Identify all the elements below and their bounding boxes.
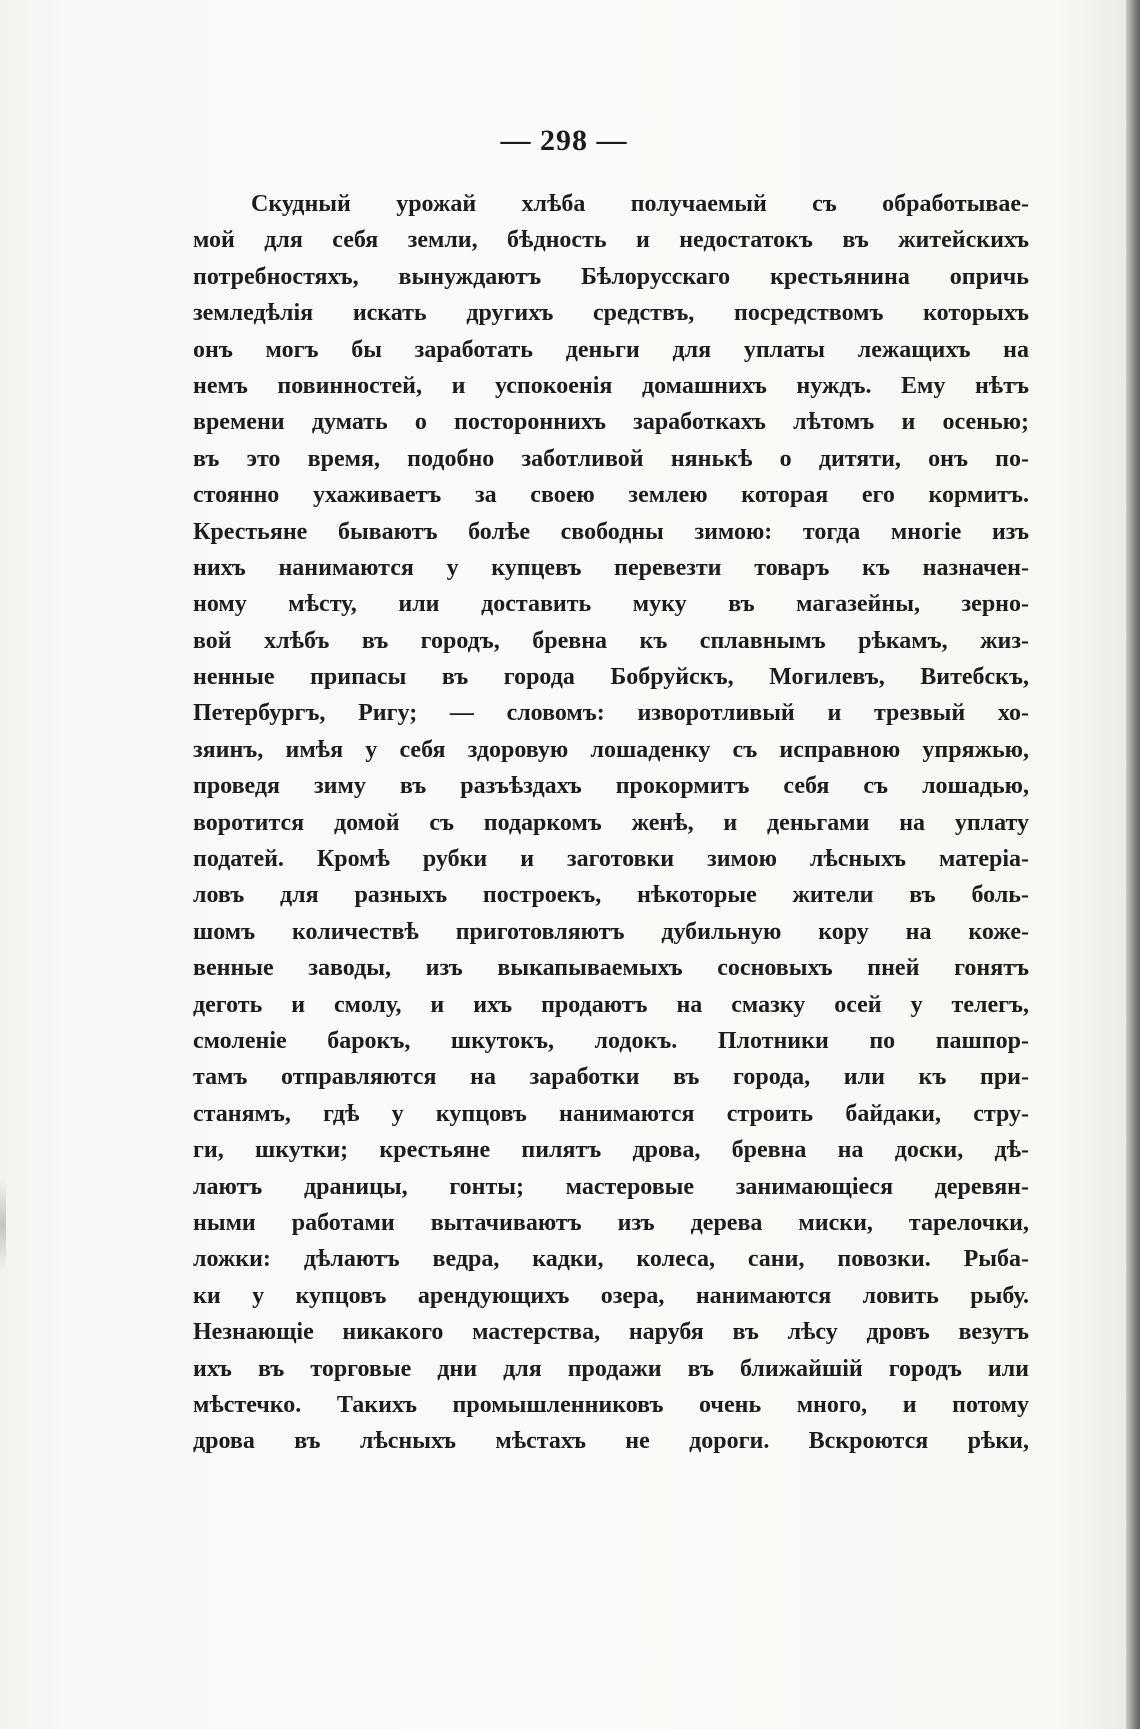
text-line: ки у купцовъ арендующихъ озера, нанимаются ловить рыбу. xyxy=(193,1282,1029,1309)
text-line: въ это время, подобно заботливой нянькѣ о дитяти, онъ по- xyxy=(193,445,1029,472)
text-line: ложки: дѣлаютъ ведра, кадки, колеса, сани, повозки. Рыба- xyxy=(193,1246,1029,1273)
page-number: — 298 — xyxy=(500,124,628,157)
text-line: времени думать о постороннихъ заработкахъ лѣтомъ и осенью; xyxy=(193,409,1029,436)
text-line: немъ повинностей, и успокоенія домашнихъ нуждъ. Ему нѣтъ xyxy=(193,372,1029,399)
text-line: нихъ нанимаются у купцевъ перевезти товаръ къ назначен- xyxy=(193,554,1029,581)
text-line: венные заводы, изъ выкапываемыхъ сосновыхъ пней гонятъ xyxy=(193,955,1029,982)
text-line: податей. Кромѣ рубки и заготовки зимою лѣсныхъ матеріа- xyxy=(193,846,1029,873)
text-line: смоленіе барокъ, шкутокъ, лодокъ. Плотники по пашпор- xyxy=(193,1027,1029,1054)
text-line: Скудный урожай хлѣба получаемый съ обработывае- xyxy=(251,191,1029,217)
text-line: ненные припасы въ города Бобруйскъ, Могилевъ, Витебскъ, xyxy=(193,664,1029,691)
text-line: Крестьяне бываютъ болѣе свободны зимою: тогда многіе изъ xyxy=(193,518,1029,545)
text-line: тамъ отправляются на заработки въ города, или къ при- xyxy=(193,1064,1029,1091)
text-line: лаютъ драницы, гонты; мастеровые занимающіеся деревян- xyxy=(193,1173,1029,1200)
text-line: онъ могъ бы заработать деньги для уплаты лежащихъ на xyxy=(193,336,1029,363)
text-line: мой для себя земли, бѣдность и недостатокъ въ житейскихъ xyxy=(193,227,1029,254)
text-line: станямъ, гдѣ у купцовъ нанимаются строить байдаки, стру- xyxy=(193,1100,1029,1127)
text-line: земледѣлія искать другихъ средствъ, посредствомъ которыхъ xyxy=(193,300,1029,327)
scan-edge-mark xyxy=(0,1180,6,1270)
text-line: Незнающіе никакого мастерства, нарубя въ лѣсу дровъ везутъ xyxy=(193,1319,1029,1346)
text-line: зяинъ, имѣя у себя здоровую лошаденку съ исправною упряжью, xyxy=(193,736,1029,763)
text-line: ловъ для разныхъ построекъ, нѣкоторые жители въ боль- xyxy=(193,882,1029,909)
text-line: проведя зиму въ разъѣздахъ прокормитъ себя съ лошадью, xyxy=(193,773,1029,800)
text-line: дрова въ лѣсныхъ мѣстахъ не дороги. Вскроются рѣки, xyxy=(193,1428,1029,1455)
text-block xyxy=(193,186,1029,1460)
text-line: Петербургъ, Ригу; — словомъ: изворотливый и трезвый хо- xyxy=(193,700,1029,727)
text-line: ному мѣсту, или доставить муку въ магазейны, зерно- xyxy=(193,591,1029,618)
text-line: шомъ количествѣ приготовляютъ дубильную кору на коже- xyxy=(193,918,1029,945)
text-line: ги, шкутки; крестьяне пилятъ дрова, бревна на доски, дѣ- xyxy=(193,1137,1029,1164)
text-line: потребностяхъ, вынуждаютъ Бѣлорусскаго крестьянина опричь xyxy=(193,263,1029,290)
binding-shadow xyxy=(1126,0,1140,1729)
text-line: мѣстечко. Такихъ промышленниковъ очень много, и потому xyxy=(193,1391,1029,1418)
text-line: стоянно ухаживаетъ за своею землею которая его кормитъ. xyxy=(193,482,1029,509)
text-line: вой хлѣбъ въ городъ, бревна къ сплавнымъ рѣкамъ, жиз- xyxy=(193,627,1029,654)
text-line: ихъ въ торговые дни для продажи въ ближайшій городъ или xyxy=(193,1355,1029,1382)
text-line: ными работами вытачиваютъ изъ дерева миски, тарелочки, xyxy=(193,1209,1029,1236)
text-line: воротится домой съ подаркомъ женѣ, и деньгами на уплату xyxy=(193,809,1029,836)
text-line: деготь и смолу, и ихъ продаютъ на смазку осей у телегъ, xyxy=(193,991,1029,1018)
